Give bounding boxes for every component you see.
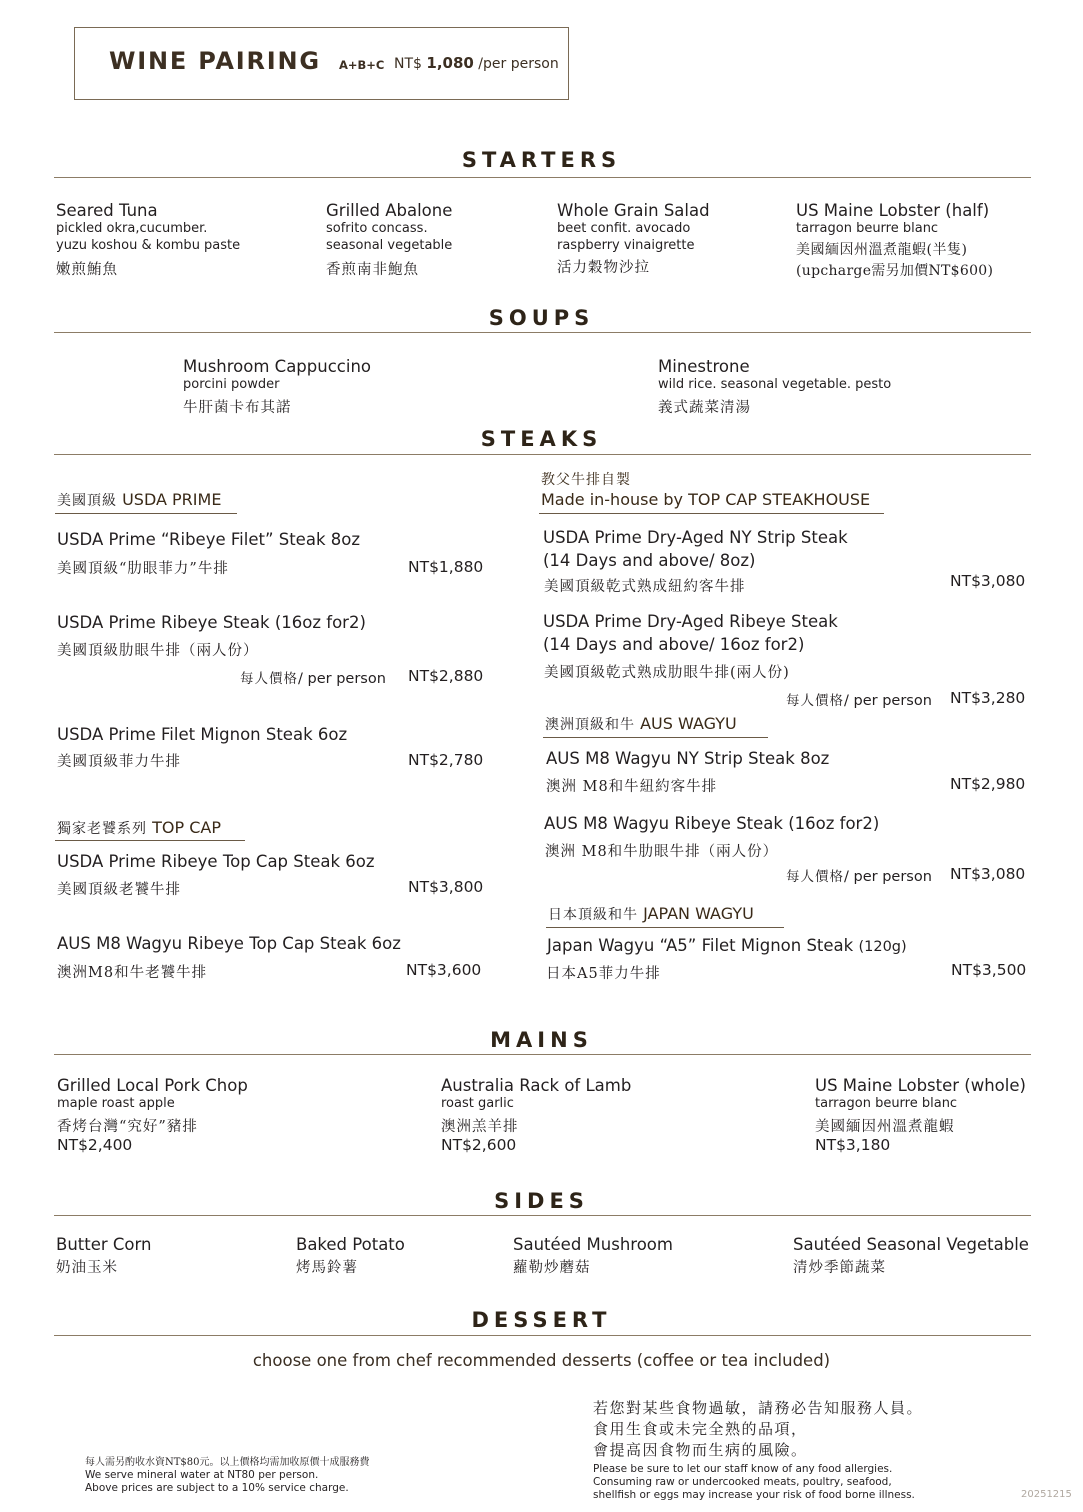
item-desc: porcini powder <box>183 377 280 392</box>
item-price: NT$2,400 <box>57 1136 133 1154</box>
item-desc: tarragon beurre blanc <box>815 1096 958 1111</box>
dessert-note: choose one from chef recommended desserts (coffee or tea included) <box>252 1351 831 1370</box>
item-name-zh: 澳洲羔羊排 <box>441 1119 519 1135</box>
soup-item <box>183 357 371 417</box>
starter-item <box>56 201 240 279</box>
unit: /per person <box>478 56 559 72</box>
item-price: NT$3,080 <box>950 572 1026 590</box>
item-desc: roast garlic <box>441 1096 514 1111</box>
category-zh: 獨家老饕系列 <box>57 821 147 837</box>
item-name: AUS M8 Wagyu Ribeye Steak (16oz for2) <box>544 814 880 833</box>
category-en: AUS WAGYU <box>640 714 737 733</box>
item-price: NT$3,500 <box>951 961 1027 979</box>
item-name: Grilled Local Pork Chop <box>57 1076 248 1095</box>
inhouse-en: Made in-house by TOP CAP STEAKHOUSE <box>541 490 871 509</box>
item-name: USDA Prime Ribeye Top Cap Steak 6oz <box>57 852 375 871</box>
side-item <box>793 1235 1029 1277</box>
per-person-zh: 每人價格 <box>786 869 844 885</box>
side-item <box>513 1235 673 1277</box>
item-name: US Maine Lobster (whole) <box>815 1076 1026 1095</box>
item-name: AUS M8 Wagyu Ribeye Top Cap Steak 6oz <box>57 934 401 953</box>
item-price: NT$2,600 <box>441 1136 517 1154</box>
item-name-zh: 蘿勒炒蘑菇 <box>513 1260 591 1276</box>
item-name: USDA Prime Dry-Aged Ribeye Steak <box>543 612 838 631</box>
category-underline <box>546 927 784 928</box>
wine-pairing-title: WINE PAIRING <box>109 47 321 75</box>
item-name-zh: 澳洲 M8和牛肋眼牛排（兩人份） <box>545 844 779 860</box>
item-name: USDA Prime Filet Mignon Steak 6oz <box>57 725 348 744</box>
item-desc: wild rice. seasonal vegetable. pesto <box>658 377 892 392</box>
service-notice <box>85 1456 370 1495</box>
per-person-zh: 每人價格 <box>240 671 298 687</box>
category-zh: 澳洲頂級和牛 <box>545 717 635 733</box>
item-name: Australia Rack of Lamb <box>441 1076 632 1095</box>
category-usda-prime <box>57 490 221 510</box>
item-price: NT$3,600 <box>406 961 482 979</box>
item-price: NT$3,180 <box>815 1136 891 1154</box>
starter-item <box>557 201 710 277</box>
allergy-zh: 食用生食或未完全熟的品項， <box>593 1420 808 1438</box>
per-person-label <box>786 865 932 885</box>
allergy-en: Please be sure to let our staff know of any food allergies. <box>593 1463 893 1475</box>
item-price: NT$3,800 <box>408 878 484 896</box>
item-desc: maple roast apple <box>57 1096 175 1111</box>
item-price: NT$2,880 <box>408 667 484 685</box>
category-underline <box>55 513 237 514</box>
soup-item <box>658 357 891 417</box>
water-charge-en: We serve mineral water at NT80 per person. <box>85 1469 319 1481</box>
starter-item <box>796 201 993 280</box>
item-name-zh: 澳洲M8和牛老饕牛排 <box>57 965 208 981</box>
item-name: USDA Prime “Ribeye Filet” Steak 8oz <box>57 530 361 549</box>
per-person-label <box>786 689 932 709</box>
section-title-mains: MAINS <box>490 1028 593 1052</box>
item-name-zh: 美國緬因州溫煮龍蝦 <box>815 1119 955 1135</box>
item-name: Seared Tuna <box>56 201 158 220</box>
allergy-zh: 會提高因食物而生病的風險。 <box>593 1441 808 1459</box>
divider <box>54 332 1031 333</box>
divider <box>54 454 1031 455</box>
category-top-cap <box>57 818 221 838</box>
wine-pairing-price <box>394 54 559 72</box>
category-japan-wagyu <box>548 904 754 924</box>
service-charge-en: Above prices are subject to a 10% service charge. <box>85 1482 349 1494</box>
item-price: NT$3,280 <box>950 689 1026 707</box>
item-name-zh: 牛肝菌卡布其諾 <box>183 400 292 416</box>
item-price: NT$2,980 <box>950 775 1026 793</box>
item-name-zh: 美國頂級菲力牛排 <box>57 754 181 770</box>
divider <box>54 177 1031 178</box>
starter-item <box>326 201 452 279</box>
item-name-zh: 美國頂級肋眼牛排（兩人份） <box>57 643 259 659</box>
item-name: US Maine Lobster (half) <box>796 201 990 220</box>
item-name: Minestrone <box>658 357 750 376</box>
item-name: USDA Prime Ribeye Steak (16oz for2) <box>57 613 366 632</box>
item-name-zh: 香烤台灣“究好”豬排 <box>57 1119 198 1135</box>
item-desc: seasonal vegetable <box>326 238 453 253</box>
per-person-label <box>240 667 386 687</box>
category-zh: 日本頂級和牛 <box>548 907 638 923</box>
item-desc: tarragon beurre blanc <box>796 221 939 236</box>
item-price: NT$2,780 <box>408 751 484 769</box>
main-item <box>441 1076 631 1154</box>
allergy-en: Consuming raw or undercooked meats, poultry, seafood, <box>593 1476 892 1488</box>
item-name-zh: 烤馬鈴薯 <box>296 1260 358 1276</box>
allergy-notice <box>593 1398 923 1502</box>
document-code: 20251215 <box>1021 1489 1072 1500</box>
category-en: JAPAN WAGYU <box>643 904 754 923</box>
item-name-zh: 嫩煎鮪魚 <box>56 262 118 278</box>
per-person-en: / per person <box>844 693 932 709</box>
item-price: NT$1,880 <box>408 558 484 576</box>
item-name: Sautéed Seasonal Vegetable <box>793 1235 1029 1254</box>
item-name-zh: 美國頂級“肋眼菲力”牛排 <box>57 561 229 577</box>
item-name: Grilled Abalone <box>326 201 453 220</box>
item-desc: beet confit. avocado <box>557 221 691 236</box>
divider <box>54 1054 1031 1055</box>
item-price: NT$3,080 <box>950 865 1026 883</box>
amount: 1,080 <box>426 54 474 72</box>
divider <box>54 1215 1031 1216</box>
divider <box>54 1335 1031 1336</box>
section-title-dessert: DESSERT <box>471 1308 612 1332</box>
category-underline <box>539 513 884 514</box>
item-name-zh: 義式蔬菜清湯 <box>658 400 751 416</box>
main-item <box>57 1076 248 1154</box>
item-desc: raspberry vinaigrette <box>557 238 695 253</box>
side-item <box>56 1235 151 1277</box>
item-name-zh: 香煎南非鮑魚 <box>326 262 419 278</box>
section-title-starters: STARTERS <box>461 148 622 172</box>
item-name-zh: 美國頂級乾式熟成紐約客牛排 <box>544 579 746 595</box>
item-name: Mushroom Cappuccino <box>183 357 371 376</box>
item-name: USDA Prime Dry-Aged NY Strip Steak <box>543 528 848 547</box>
item-name <box>547 936 907 955</box>
per-person-en: / per person <box>298 671 386 687</box>
item-name-zh: 奶油玉米 <box>56 1260 118 1276</box>
main-item <box>815 1076 1026 1154</box>
category-underline <box>543 737 768 738</box>
item-name: Sautéed Mushroom <box>513 1235 673 1254</box>
item-desc: pickled okra,cucumber. <box>56 221 208 236</box>
per-person-en: / per person <box>844 869 932 885</box>
per-person-zh: 每人價格 <box>786 693 844 709</box>
item-name-zh: 澳洲 M8和牛紐約客牛排 <box>546 779 718 795</box>
item-name-zh: 美國頂級乾式熟成肋眼牛排(兩人份) <box>544 665 790 681</box>
item-name-line2: (14 Days and above/ 16oz for2) <box>543 635 805 654</box>
section-title-steaks: STEAKS <box>480 427 603 451</box>
category-underline <box>55 840 245 841</box>
item-name: AUS M8 Wagyu NY Strip Steak 8oz <box>546 749 830 768</box>
side-item <box>296 1235 405 1277</box>
item-desc: sofrito concass. <box>326 221 428 236</box>
item-name-zh: 美國頂級老饕牛排 <box>57 882 181 898</box>
section-title-sides: SIDES <box>494 1189 589 1213</box>
allergy-zh: 若您對某些食物過敏，請務必告知服務人員。 <box>593 1399 924 1417</box>
item-name-zh: 活力穀物沙拉 <box>557 260 650 276</box>
category-aus-wagyu <box>545 714 737 734</box>
category-en: TOP CAP <box>152 818 221 837</box>
category-en: USDA PRIME <box>122 490 222 509</box>
item-name: Butter Corn <box>56 1235 152 1254</box>
item-name-text: Japan Wagyu “A5” Filet Mignon Steak <box>547 936 854 955</box>
item-name-line2: (14 Days and above/ 8oz) <box>543 551 756 570</box>
item-name-zh: 美國緬因州溫煮龍蝦(半隻) <box>796 242 968 258</box>
item-name-zh: 日本A5菲力牛排 <box>546 966 661 982</box>
allergy-en: shellfish or eggs may increase your risk of food borne illness. <box>593 1489 915 1501</box>
item-name: Baked Potato <box>296 1235 405 1254</box>
wine-pairing-box <box>74 27 569 100</box>
category-zh: 美國頂級 <box>57 493 117 509</box>
wine-pairing-combo: A+B+C <box>339 58 385 72</box>
item-desc: yuzu koshou & kombu paste <box>56 238 241 253</box>
currency: NT$ <box>394 56 422 72</box>
upcharge-note: (upcharge需另加價NT$600) <box>796 263 994 279</box>
section-title-soups: SOUPS <box>488 306 595 330</box>
item-name: Whole Grain Salad <box>557 201 710 220</box>
item-name-zh: 清炒季節蔬菜 <box>793 1260 886 1276</box>
water-charge-zh: 每人需另酌收水資NT$80元。以上價格均需加收原價十成服務費 <box>85 1457 370 1468</box>
item-weight: (120g) <box>858 939 907 955</box>
inhouse-zh: 教父牛排自製 <box>541 472 631 488</box>
